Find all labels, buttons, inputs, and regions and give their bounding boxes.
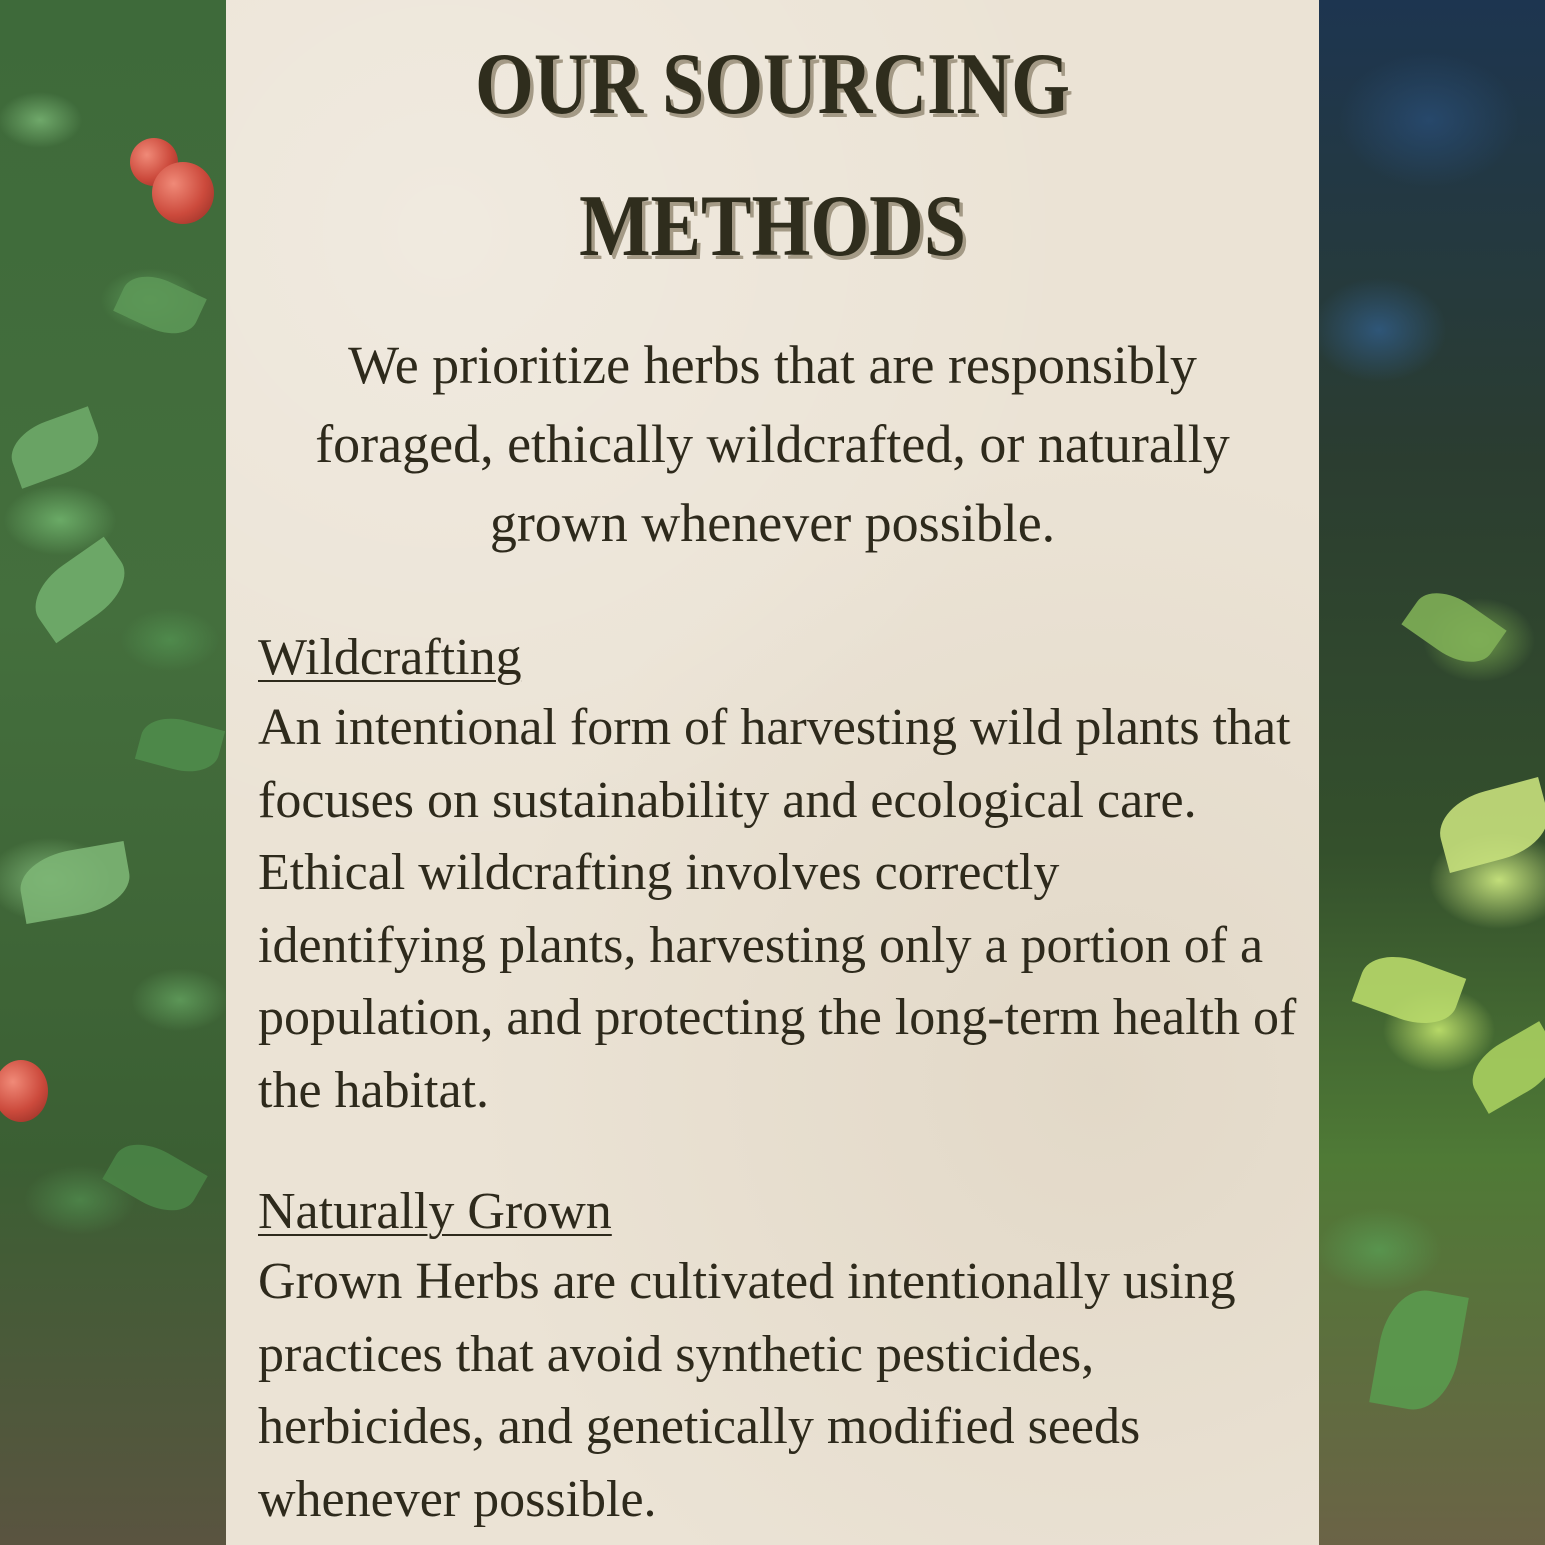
leaf-shape — [15, 841, 135, 924]
rosehip-berry — [0, 1060, 48, 1122]
leaf-shape — [1432, 777, 1545, 873]
leaf-shape — [1461, 1021, 1545, 1114]
section-heading-wildcrafting: Wildcrafting — [258, 629, 522, 686]
parchment-panel — [226, 0, 1319, 1545]
leaf-shape — [113, 265, 207, 344]
leaf-shape — [1401, 579, 1506, 676]
leaf-shape — [102, 1131, 207, 1224]
leaf-shape — [1352, 945, 1466, 1036]
section-wildcrafting — [258, 624, 1298, 1127]
foliage-photo-left — [0, 0, 226, 1545]
title-line-2: METHODS — [579, 178, 966, 275]
foliage-photo-right — [1319, 0, 1545, 1545]
rosehip-berry — [152, 162, 214, 224]
leaf-shape — [22, 537, 138, 644]
intro-paragraph: We prioritize herbs that are responsibly foraged, ethically wildcrafted, or naturally grown whenever possible. — [315, 335, 1230, 553]
page-title — [303, 14, 1243, 298]
section-body-naturally-grown: Grown Herbs are cultivated intentionally using practices that avoid synthetic pesticides, herbicides, and genetically modified seeds whenever possible. — [258, 1253, 1236, 1528]
leaf-shape — [3, 406, 106, 488]
section-naturally-grown — [258, 1178, 1298, 1536]
section-heading-naturally-grown: Naturally Grown — [258, 1183, 612, 1240]
section-body-wildcrafting: An intentional form of harvesting wild plants that focuses on sustainability and ecological care. Ethical wildcrafting involves correctly identifying plants, harvesting only a portion of a population, and protecting the long-term health of the habitat. — [258, 699, 1297, 1119]
leaf-shape — [135, 710, 225, 779]
leaf-shape — [1369, 1284, 1469, 1416]
title-line-1: OUR SOURCING — [475, 36, 1070, 133]
